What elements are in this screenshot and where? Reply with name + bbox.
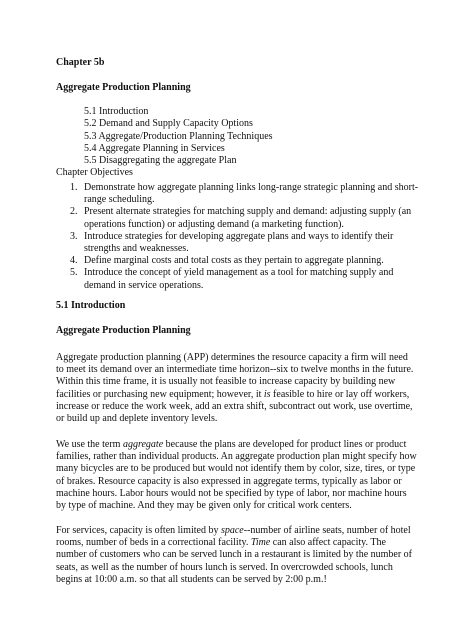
paragraph-text: Aggregate production planning (APP) determines the resource capacity a firm will need to meet its demand over an intermediate time horizon--six to twelve months in the future. Within this time frame, it is usually not feasible to increase capacity by building new facilities or purchasing new equipment; however, it xyxy=(56,352,414,400)
paragraph-text: We use the term xyxy=(56,439,123,450)
objective-number: 4. xyxy=(70,255,78,267)
paragraph-text: feasible to hire or lay off workers, increase or reduce the work week, add an extra shift, subcontract out work, use overtime, or build up and deplete inventory levels. xyxy=(56,388,413,425)
paragraph-text: can also affect capacity. The number of customers who can be served lunch in a restaurant is limited by the number of seats, as well as the number of hours lunch is served. In overcrowded schools, lunch begins at 10:00 a.m. so that all students can be served by 2:00 p.m.! xyxy=(56,537,413,585)
emphasis-text: space xyxy=(220,525,244,536)
objective-text: Introduce the concept of yield management as a tool for matching supply and demand in service operations. xyxy=(84,267,394,291)
subsection-heading: Aggregate Production Planning xyxy=(56,325,191,336)
toc-item: 5.1 Introduction xyxy=(84,106,149,117)
table-of-contents xyxy=(84,106,414,167)
objective-item xyxy=(56,231,420,255)
paragraph-services-capacity xyxy=(56,525,418,586)
objectives-list xyxy=(56,182,420,292)
paragraph-text: --number of airline seats, number of hotel rooms, number of beds in a correctional facility. xyxy=(56,525,411,549)
objective-item xyxy=(56,255,420,267)
emphasis-text: is xyxy=(263,388,271,400)
objective-item xyxy=(56,182,420,206)
objective-text: Define marginal costs and total costs as they pertain to aggregate planning. xyxy=(84,255,384,267)
objective-number: 2. xyxy=(70,206,78,218)
objective-item xyxy=(56,267,420,291)
objectives-heading: Chapter Objectives xyxy=(56,167,133,178)
toc-item: 5.5 Disaggregating the aggregate Plan xyxy=(84,155,237,167)
toc-item: 5.2 Demand and Supply Capacity Options xyxy=(84,118,253,130)
section-heading: 5.1 Introduction xyxy=(56,300,126,311)
paragraph-text: For services, capacity is often limited by xyxy=(56,525,221,536)
objective-item xyxy=(56,206,420,230)
paragraph-app-definition xyxy=(56,352,418,425)
objective-text: Demonstrate how aggregate planning links long-range strategic planning and short-range scheduling. xyxy=(84,182,419,206)
toc-item: 5.4 Aggregate Planning in Services xyxy=(84,142,225,154)
objective-number: 5. xyxy=(70,267,78,279)
toc-item: 5.3 Aggregate/Production Planning Techniques xyxy=(84,130,273,142)
objective-text: Introduce strategies for developing aggregate plans and ways to identify their strengths and weaknesses. xyxy=(84,230,394,255)
objective-text: Present alternate strategies for matching supply and demand: adjusting supply (an operations function) or adjusting demand (a marketing function). xyxy=(84,206,412,230)
paragraph-aggregate-term xyxy=(56,439,418,512)
paragraph-text: because the plans are developed for product lines or product families, rather than individual products. An aggregate production plan might specify how many bicycles are to be produced but would not identify them by color, size, tires, or type of brakes. Resource capacity is also expressed in aggregate terms, typically as labor or machine hours. Labor hours would not be specified by type of labor, nor machine hours by type of machine. And they may be given only for critical work centers. xyxy=(56,439,417,512)
objective-number: 1. xyxy=(70,182,78,193)
chapter-title: Chapter 5b xyxy=(56,57,105,68)
emphasis-text: aggregate xyxy=(122,439,164,450)
chapter-heading: Aggregate Production Planning xyxy=(56,82,191,93)
objective-number: 3. xyxy=(70,230,78,242)
emphasis-text: Time xyxy=(250,537,271,549)
